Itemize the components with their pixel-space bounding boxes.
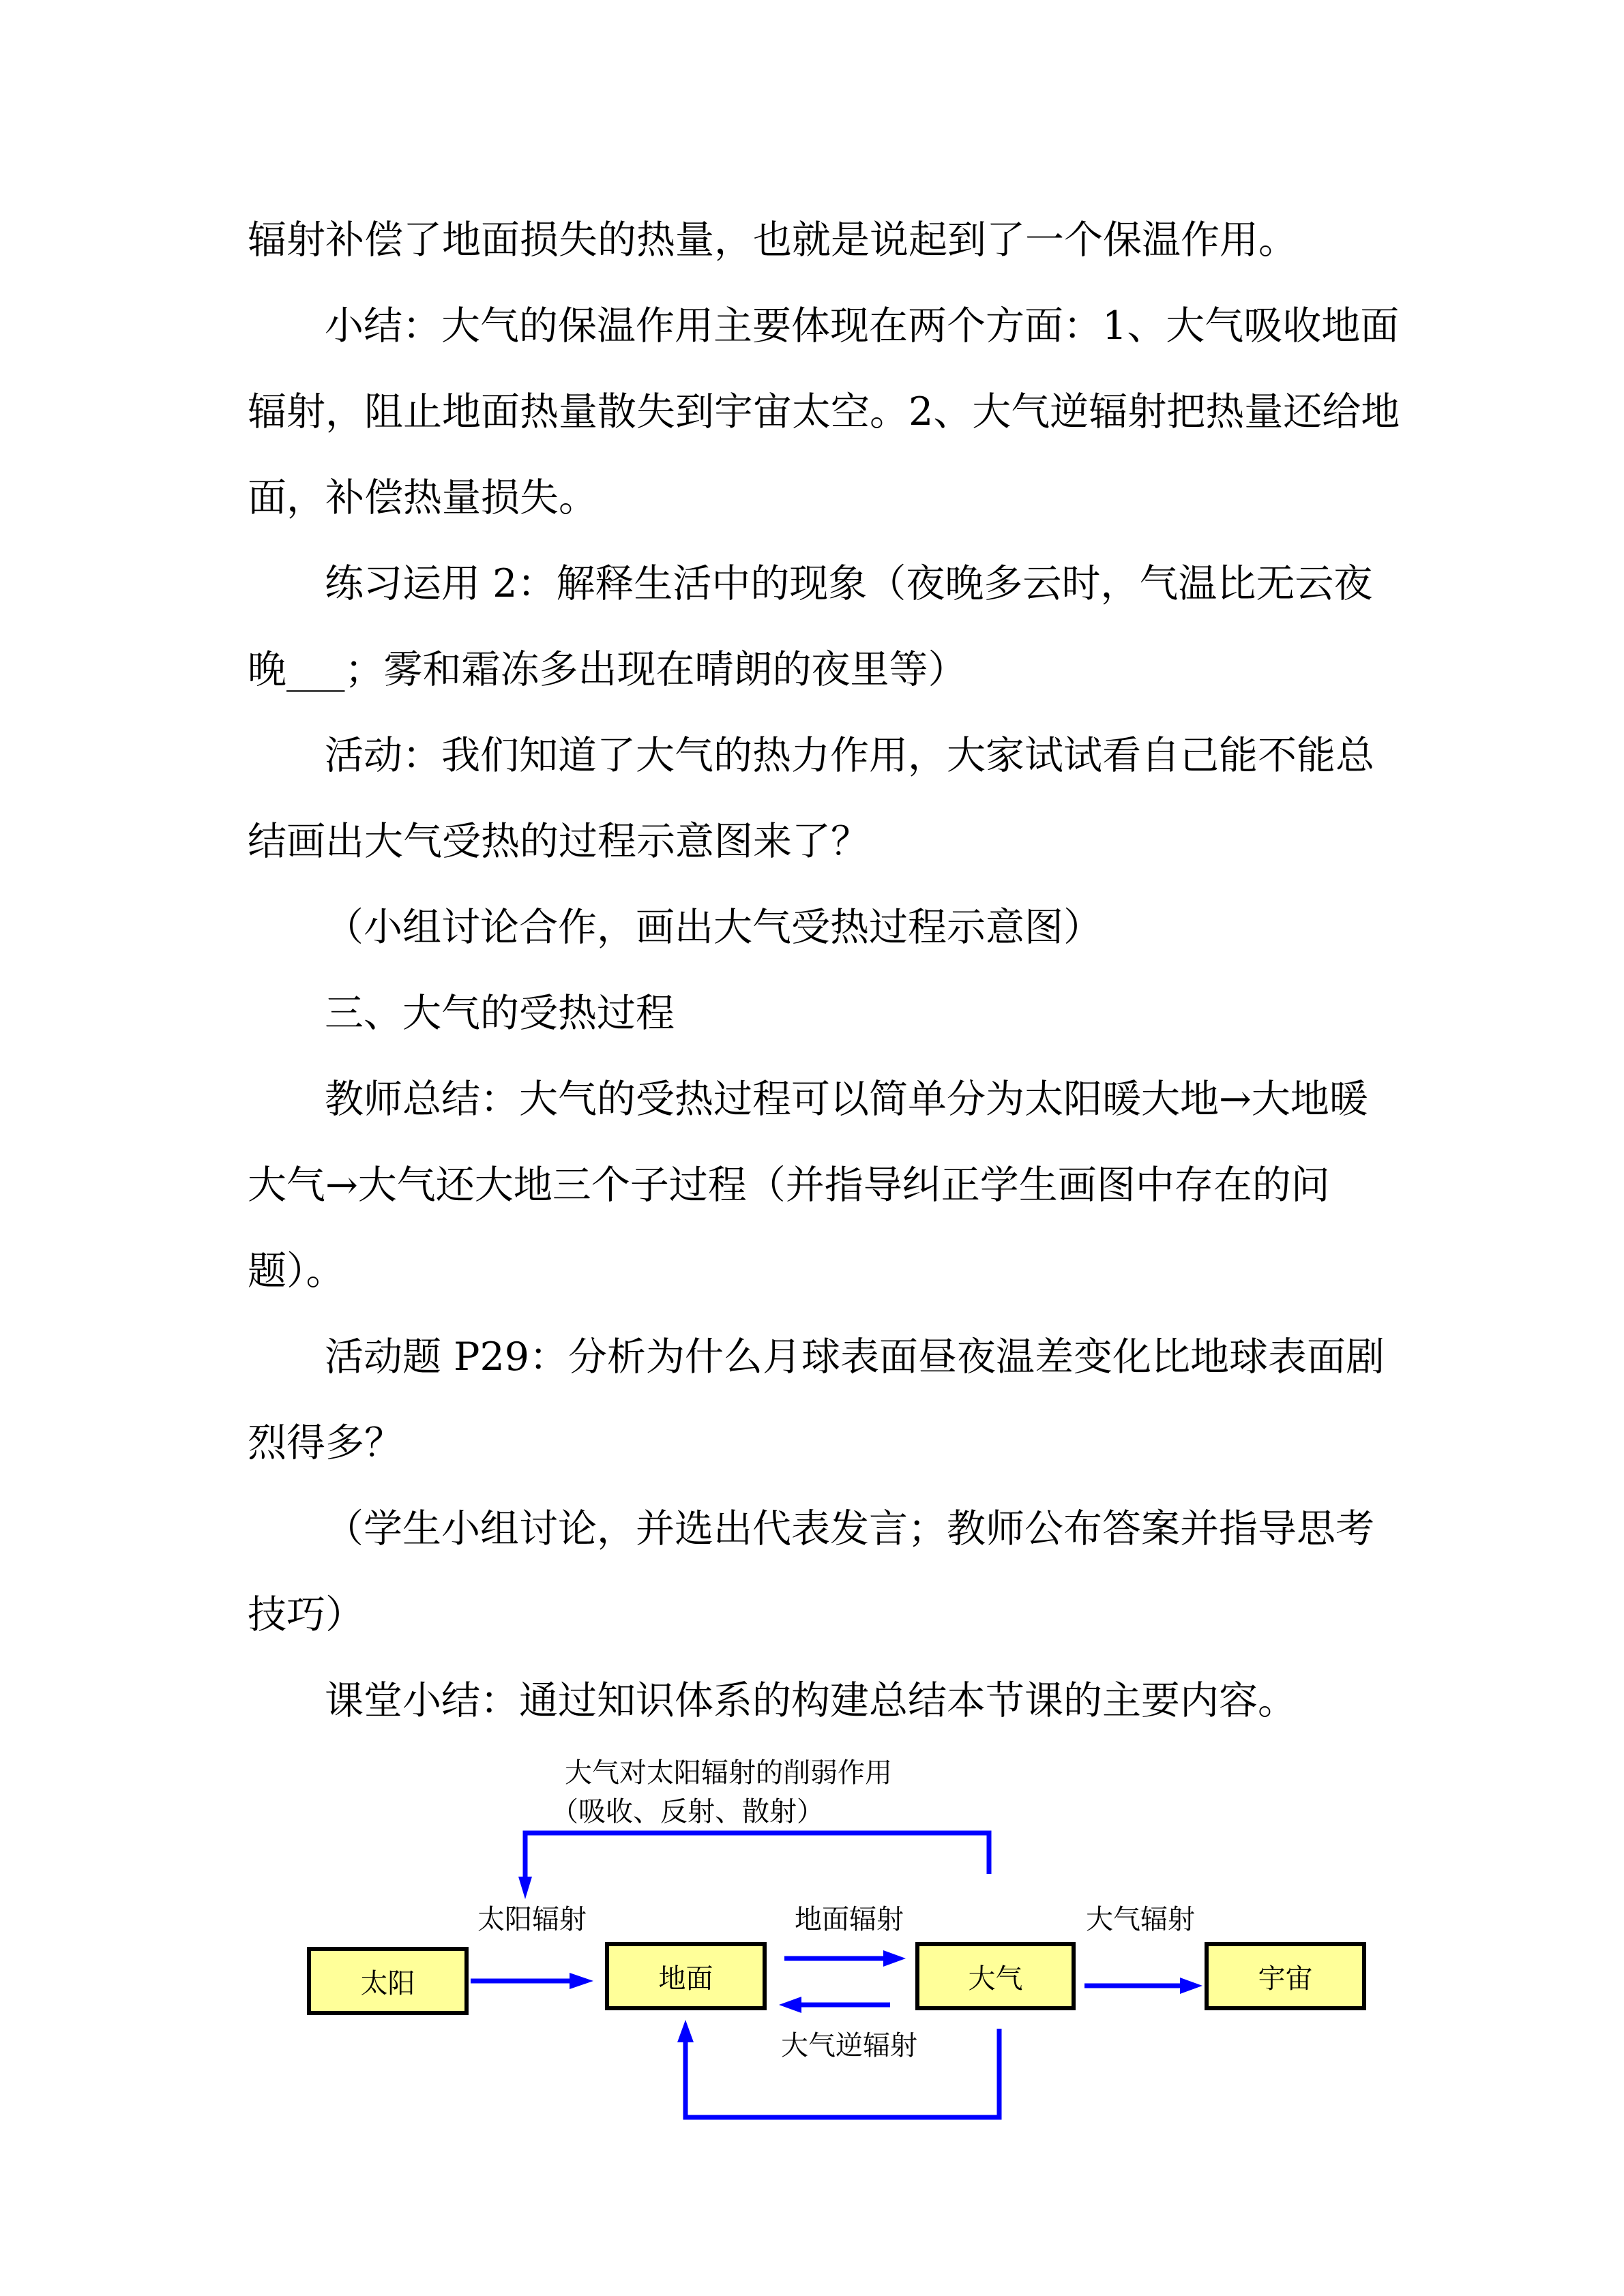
counter-radiation-arrowhead <box>779 1997 801 2013</box>
paragraph-line-4: 面，补偿热量损失。 <box>248 475 597 520</box>
sun-box: 太阳 <box>307 1947 469 2015</box>
paragraph-line-13: 题）。 <box>248 1249 345 1294</box>
paragraph-line-1: 辐射补偿了地面损失的热量，也就是说起到了一个保温作用。 <box>248 218 1297 263</box>
paragraph-line-7: 活动：我们知道了大气的热力作用，大家试试看自己能不能总 <box>325 733 1374 778</box>
solar-radiation-label: 太阳辐射 <box>477 1904 587 1935</box>
counter-radiation-label: 大气逆辐射 <box>781 2030 917 2061</box>
paragraph-line-15: 烈得多？ <box>248 1420 403 1465</box>
ground-box: 地面 <box>605 1942 767 2010</box>
paragraph-line-5: 练习运用 2：解释生活中的现象（夜晚多云时，气温比无云夜 <box>325 561 1373 606</box>
weakening-loop-line <box>525 1833 989 1879</box>
paragraph-line-16: （学生小组讨论，并选出代表发言；教师公布答案并指导思考 <box>325 1506 1374 1551</box>
paragraph-line-3: 辐射，阻止地面热量散失到宇宙太空。2、大气逆辐射把热量还给地 <box>248 389 1400 434</box>
ground-radiation-label: 地面辐射 <box>795 1904 904 1935</box>
weakening-label-line1: 大气对太阳辐射的削弱作用 <box>565 1757 892 1789</box>
ground-radiation-arrowhead <box>883 1950 906 1967</box>
atmosphere-box: 大气 <box>915 1942 1076 2010</box>
paragraph-line-6: 晚___；雾和霜冻多出现在晴朗的夜里等） <box>248 647 967 692</box>
atmospheric-radiation-label: 大气辐射 <box>1086 1904 1195 1935</box>
section-heading: 三、大气的受热过程 <box>325 991 675 1036</box>
weakening-label-line2: （吸收、反射、散射） <box>551 1796 824 1828</box>
weakening-loop-arrowhead <box>518 1877 532 1899</box>
paragraph-line-8: 结画出大气受热的过程示意图来了？ <box>248 819 870 864</box>
paragraph-line-11: 教师总结：大气的受热过程可以简单分为太阳暖大地→大地暖 <box>325 1077 1368 1122</box>
universe-box: 宇宙 <box>1205 1942 1366 2010</box>
paragraph-line-2: 小结：大气的保温作用主要体现在两个方面：1、大气吸收地面 <box>325 303 1400 348</box>
solar-radiation-arrowhead <box>570 1973 593 1989</box>
atmospheric-radiation-arrowhead <box>1180 1978 1202 1994</box>
paragraph-line-14: 活动题 P29：分析为什么月球表面昼夜温差变化比地球表面剧 <box>325 1335 1385 1380</box>
counter-radiation-loop-arrowhead <box>677 2020 694 2042</box>
paragraph-line-17: 技巧） <box>248 1592 364 1637</box>
paragraph-line-12: 大气→大气还大地三个子过程（并指导纠正学生画图中存在的问 <box>248 1163 1330 1208</box>
paragraph-line-18: 课堂小结：通过知识体系的构建总结本节课的主要内容。 <box>325 1678 1297 1723</box>
paragraph-line-9: （小组讨论合作，画出大气受热过程示意图） <box>325 905 1102 950</box>
